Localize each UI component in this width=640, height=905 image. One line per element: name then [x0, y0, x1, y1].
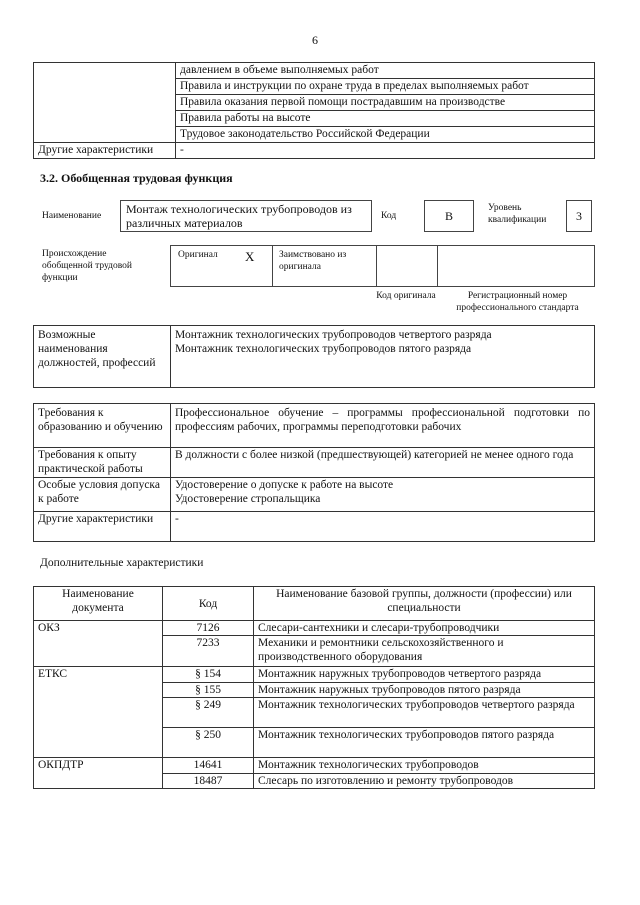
- name-cell: Монтажник технологических трубопроводов: [254, 758, 595, 774]
- position-item: Монтажник технологических трубопроводов пятого разряда: [175, 343, 472, 355]
- req-value: -: [171, 512, 595, 542]
- knowledge-item: Правила оказания первой помощи пострадавшим на производстве: [176, 95, 595, 111]
- code-cell: 18487: [163, 774, 254, 789]
- name-value: Монтаж технологических трубопроводов из различных материалов: [120, 200, 372, 232]
- code-value: B: [424, 200, 474, 232]
- code-cell: § 250: [163, 728, 254, 758]
- code-cell: § 249: [163, 698, 254, 728]
- origin-label: Происхождение обобщенной трудовой функции: [42, 249, 132, 283]
- req-value: В должности с более низкой (предшествующей) категорией не менее одного года: [171, 448, 595, 478]
- name-label: Наименование: [42, 211, 102, 221]
- header-doc: Наименование документа: [34, 587, 163, 621]
- section-title: 3.2. Обобщенная трудовая функция: [40, 171, 233, 185]
- origin-box: [170, 245, 595, 287]
- name-cell: Монтажник технологических трубопроводов четвертого разряда: [254, 698, 595, 728]
- knowledge-item: Правила работы на высоте: [176, 111, 595, 127]
- knowledge-item: Трудовое законодательство Российской Федерации: [176, 127, 595, 143]
- positions-label: Возможные наименования должностей, профессий: [34, 326, 171, 388]
- req-value: Профессиональное обучение – программы профессиональной подготовки по профессиям рабочих, программы переподготовки рабочих: [171, 404, 595, 448]
- name-cell: Слесари-сантехники и слесари-трубопроводчики: [254, 621, 595, 636]
- code-cell: 7126: [163, 621, 254, 636]
- req-label: Другие характеристики: [34, 512, 171, 542]
- header-code: Код: [163, 587, 254, 621]
- doc-name: ЕТКС: [34, 667, 163, 758]
- name-cell: Монтажник наружных трубопроводов четвертого разряда: [254, 667, 595, 683]
- header-name: Наименование базовой группы, должности (профессии) или специальности: [254, 587, 595, 621]
- original-mark: X: [245, 249, 255, 264]
- code-label: Код: [381, 211, 397, 221]
- code-caption: Код оригинала: [376, 291, 436, 301]
- code-cell: § 155: [163, 683, 254, 698]
- positions-table: [33, 325, 595, 388]
- reg-caption: Регистрационный номер профессионального стандарта: [456, 291, 579, 313]
- level-label: Уровень квалификации: [488, 203, 547, 225]
- knowledge-item: давлением в объеме выполняемых работ: [176, 63, 595, 79]
- name-cell: Монтажник наружных трубопроводов пятого разряда: [254, 683, 595, 698]
- other-value: -: [176, 143, 595, 159]
- code-cell: § 154: [163, 667, 254, 683]
- req-label: Особые условия допуска к работе: [34, 478, 171, 512]
- original-label: Оригинал: [178, 250, 218, 260]
- req-label: Требования к опыту практической работы: [34, 448, 171, 478]
- name-cell: Механики и ремонтники сельскохозяйственного и производственного оборудования: [254, 636, 595, 667]
- name-cell: Слесарь по изготовлению и ремонту трубопроводов: [254, 774, 595, 789]
- position-item: Монтажник технологических трубопроводов четвертого разряда: [175, 329, 492, 341]
- other-label: Другие характеристики: [34, 143, 176, 159]
- borrowed-label: Заимствовано из оригинала: [279, 250, 347, 272]
- level-value: 3: [566, 200, 592, 232]
- doc-name: ОКЗ: [34, 621, 163, 667]
- extra-title: Дополнительные характеристики: [40, 557, 204, 569]
- knowledge-item: Правила и инструкции по охране труда в пределах выполняемых работ: [176, 79, 595, 95]
- extra-table: [33, 586, 595, 789]
- requirements-table: [33, 403, 595, 542]
- req-label: Требования к образованию и обучению: [34, 404, 171, 448]
- doc-name: ОКПДТР: [34, 758, 163, 789]
- req-value: Удостоверение стропальщика: [175, 493, 321, 505]
- top-table: [33, 62, 595, 159]
- code-cell: 14641: [163, 758, 254, 774]
- code-cell: 7233: [163, 636, 254, 667]
- name-cell: Монтажник технологических трубопроводов пятого разряда: [254, 728, 595, 758]
- page-number: 6: [312, 33, 318, 47]
- req-value: Удостоверение о допуске к работе на высоте: [175, 479, 394, 491]
